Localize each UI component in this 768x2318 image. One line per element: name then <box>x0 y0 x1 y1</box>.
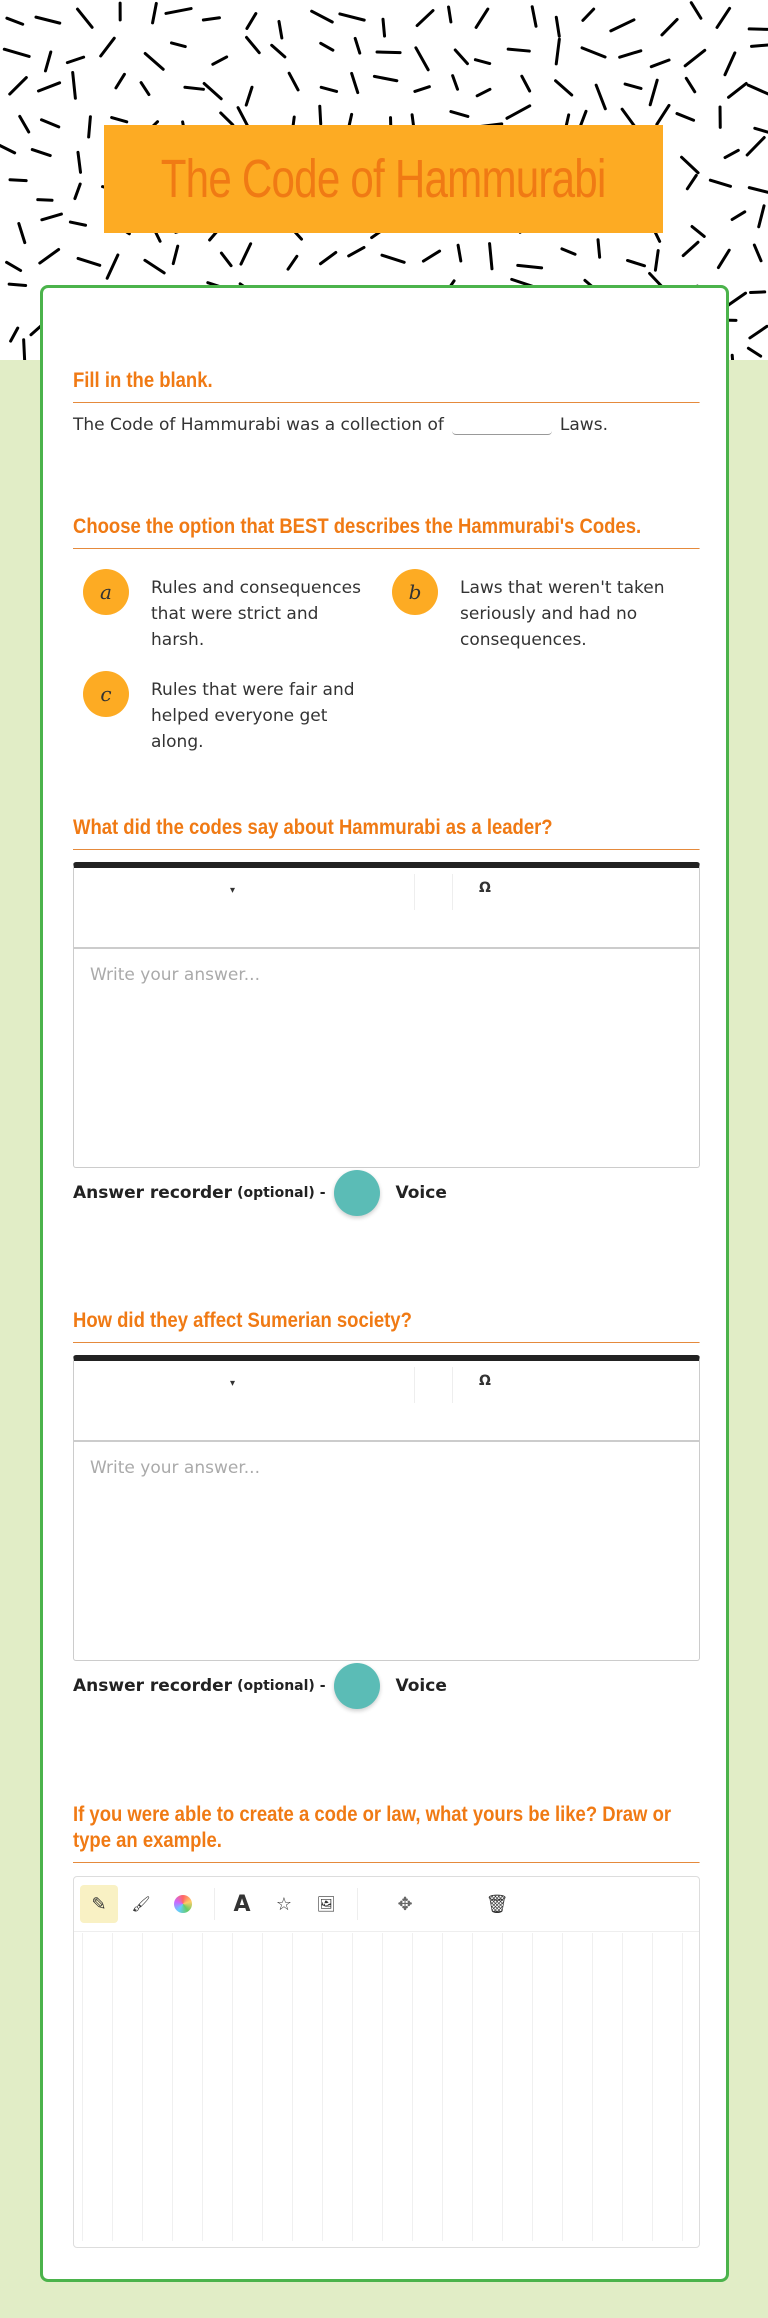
title-banner <box>104 125 663 233</box>
special-char-button[interactable]: Ω <box>479 880 491 896</box>
pattern-dash <box>221 113 233 125</box>
pattern-dash <box>320 106 321 124</box>
move-icon[interactable]: ✥ <box>397 1893 413 1915</box>
pattern-dash <box>203 18 219 20</box>
font-dropdown-caret-icon[interactable]: ▾ <box>230 1378 236 1389</box>
option-c[interactable] <box>83 671 373 755</box>
pattern-dash <box>204 84 221 99</box>
pattern-dash <box>423 251 439 261</box>
pattern-dash <box>107 255 118 278</box>
pattern-dash <box>272 45 285 57</box>
pattern-dash <box>475 60 489 64</box>
pattern-dash <box>241 244 251 264</box>
pattern-dash <box>19 224 25 243</box>
pattern-dash <box>415 87 430 92</box>
question-heading: What did the codes say about Hammurabi as a leader? <box>73 815 700 850</box>
record-button[interactable] <box>334 1663 380 1709</box>
pattern-dash <box>247 14 256 29</box>
color-wheel-icon[interactable] <box>164 1885 202 1923</box>
pattern-dash <box>754 245 761 261</box>
pattern-dash <box>145 260 164 273</box>
answer-textarea[interactable]: Write your answer... <box>90 965 260 985</box>
question-heading: If you were able to create a code or law, what yours be like? Draw or type an example. <box>73 1802 700 1863</box>
pattern-dash <box>7 18 23 24</box>
pattern-dash <box>173 246 177 264</box>
worksheet-card <box>40 285 729 2282</box>
option-b[interactable] <box>392 569 682 653</box>
pattern-dash <box>42 214 62 220</box>
pattern-dash <box>38 200 52 201</box>
question-heading: How did they affect Sumerian society? <box>73 1308 700 1343</box>
option-text: Rules and consequences that were strict and harsh. <box>151 578 361 650</box>
page-title: The Code of Hammurabi <box>161 149 606 209</box>
option-letter: b <box>392 569 438 615</box>
pattern-dash <box>145 53 163 69</box>
answer-recorder <box>73 1663 447 1709</box>
drawing-grid[interactable] <box>82 1933 691 2241</box>
pattern-dash <box>751 292 765 293</box>
question-heading: Fill in the blank. <box>73 368 700 403</box>
pattern-dash <box>453 76 458 90</box>
pattern-dash <box>747 138 764 155</box>
pattern-dash <box>247 37 260 52</box>
voice-label: Voice <box>395 1676 447 1696</box>
pattern-dash <box>729 83 747 97</box>
pattern-dash <box>38 83 59 91</box>
pattern-dash <box>73 73 76 99</box>
pattern-dash <box>718 250 729 267</box>
pattern-dash <box>340 14 364 20</box>
pattern-dash <box>449 7 451 22</box>
pattern-dash <box>717 8 730 27</box>
pattern-dash <box>288 256 297 269</box>
option-letter: a <box>83 569 129 615</box>
pencil-icon[interactable]: ✎ <box>80 1885 118 1923</box>
trash-icon[interactable]: 🗑 <box>485 1893 509 1915</box>
pattern-dash <box>70 222 85 225</box>
star-icon[interactable]: ☆ <box>275 1893 293 1915</box>
pattern-dash <box>77 9 92 27</box>
option-a[interactable] <box>83 569 373 653</box>
pattern-dash <box>321 87 336 91</box>
pattern-dash <box>320 252 335 263</box>
blank-input[interactable] <box>452 417 552 435</box>
pattern-dash <box>24 340 25 360</box>
question-drawing <box>73 1802 700 1917</box>
pattern-dash <box>581 111 586 125</box>
pattern-dash <box>75 184 80 199</box>
pattern-dash <box>11 328 18 341</box>
pattern-dash <box>458 245 461 261</box>
pattern-dash <box>490 244 492 269</box>
pattern-dash <box>749 188 768 193</box>
pattern-dash <box>759 206 764 227</box>
pattern-dash <box>246 87 252 105</box>
question-society <box>73 1308 700 1696</box>
pattern-dash <box>41 120 58 127</box>
sentence-end: Laws. <box>559 415 608 435</box>
rich-text-editor <box>73 862 700 1168</box>
pattern-dash <box>677 114 694 121</box>
pattern-dash <box>417 11 433 26</box>
pattern-dash <box>556 81 572 95</box>
question-heading: Choose the option that BEST describes the Hammurabi's Codes. <box>73 514 700 549</box>
pattern-dash <box>45 52 50 71</box>
pattern-dash <box>532 7 536 27</box>
drawing-canvas[interactable] <box>73 1876 700 2248</box>
pattern-dash <box>166 9 191 14</box>
pattern-dash <box>221 253 231 266</box>
option-text: Rules that were fair and helped everyone get along. <box>151 680 355 752</box>
pattern-dash <box>4 49 29 56</box>
pattern-dash <box>101 38 115 56</box>
pattern-dash <box>312 11 333 22</box>
pattern-dash <box>732 212 745 220</box>
pattern-dash <box>682 157 699 173</box>
pattern-dash <box>685 50 705 65</box>
pattern-dash <box>116 74 124 88</box>
font-dropdown-caret-icon[interactable]: ▾ <box>230 885 236 896</box>
pattern-dash <box>755 128 768 133</box>
pattern-dash <box>153 3 157 22</box>
question-leader <box>73 815 700 1203</box>
recorder-label: Answer recorder <box>73 1676 233 1696</box>
pattern-dash <box>171 43 185 47</box>
pattern-dash <box>625 84 641 88</box>
pattern-dash <box>655 251 658 271</box>
pattern-dash <box>355 38 360 53</box>
pattern-dash <box>141 83 149 95</box>
question-fill-blank <box>73 368 700 435</box>
pattern-dash <box>455 50 467 64</box>
recorder-optional: (optional) - <box>237 1678 326 1694</box>
pattern-dash <box>522 76 530 91</box>
pattern-dash <box>10 78 27 95</box>
pattern-dash <box>687 175 696 188</box>
pattern-dash <box>662 19 677 34</box>
record-button[interactable] <box>334 1170 380 1216</box>
pattern-dash <box>507 106 530 118</box>
pattern-dash <box>691 3 701 19</box>
pattern-dash <box>651 60 669 67</box>
pattern-dash <box>279 21 282 38</box>
pattern-dash <box>382 255 404 262</box>
pattern-dash <box>352 73 358 92</box>
pattern-dash <box>683 242 698 255</box>
pattern-dash <box>748 85 768 94</box>
pattern-dash <box>78 152 81 172</box>
pattern-dash <box>32 150 50 156</box>
voice-label: Voice <box>395 1183 447 1203</box>
pattern-dash <box>725 53 735 75</box>
question-multiple-choice <box>73 514 700 752</box>
answer-textarea[interactable]: Write your answer... <box>90 1458 260 1478</box>
pattern-dash <box>67 57 83 62</box>
pattern-dash <box>377 52 400 53</box>
pattern-dash <box>349 247 364 255</box>
pattern-dash <box>752 45 768 47</box>
pattern-dash <box>562 249 575 254</box>
pattern-dash <box>710 180 730 186</box>
option-text: Laws that weren't taken seriously and had no consequences. <box>460 578 665 650</box>
editor-toolbar <box>74 1361 699 1442</box>
pattern-dash <box>289 73 298 90</box>
pattern-dash <box>596 85 605 109</box>
pattern-dash <box>657 105 669 124</box>
pattern-dash <box>686 78 694 91</box>
pattern-dash <box>10 180 26 181</box>
pattern-dash <box>627 260 644 265</box>
pattern-dash <box>7 262 21 270</box>
recorder-optional: (optional) - <box>237 1185 326 1201</box>
recorder-label: Answer recorder <box>73 1183 233 1203</box>
pattern-dash <box>732 355 734 360</box>
option-letter: c <box>83 671 129 717</box>
image-icon[interactable]: 🖼 <box>316 1895 336 1913</box>
pattern-dash <box>508 49 529 51</box>
pattern-dash <box>374 76 396 80</box>
pattern-dash <box>89 117 91 137</box>
pattern-dash <box>36 17 60 23</box>
special-char-button[interactable]: Ω <box>479 1373 491 1389</box>
pattern-dash <box>451 112 468 117</box>
pattern-dash <box>518 265 542 268</box>
pattern-dash <box>416 48 428 70</box>
pattern-dash <box>112 118 127 122</box>
pattern-dash <box>477 89 490 95</box>
pattern-dash <box>556 39 559 64</box>
pattern-dash <box>9 284 25 285</box>
pattern-dash <box>321 43 333 50</box>
pattern-dash <box>476 9 488 27</box>
pattern-dash <box>78 258 100 265</box>
pattern-dash <box>650 80 657 105</box>
pattern-dash <box>383 19 385 36</box>
pattern-dash <box>40 250 59 264</box>
answer-recorder <box>73 1170 447 1216</box>
drawing-toolbar <box>74 1877 699 1932</box>
pattern-dash <box>692 227 704 237</box>
pattern-dash <box>750 326 767 338</box>
pattern-dash <box>598 240 600 257</box>
pattern-dash <box>748 348 760 356</box>
pattern-dash <box>611 20 634 31</box>
pattern-dash <box>213 57 227 64</box>
pattern-dash <box>185 87 204 89</box>
rich-text-editor <box>73 1355 700 1661</box>
pattern-dash <box>583 9 594 20</box>
pattern-dash <box>0 145 15 153</box>
pattern-dash <box>726 293 745 306</box>
pattern-dash <box>582 48 605 57</box>
pattern-dash <box>620 51 641 57</box>
pattern-dash <box>20 116 29 132</box>
sentence-start: The Code of Hammurabi was a collection of <box>73 415 444 435</box>
pattern-dash <box>725 150 738 157</box>
brush-icon[interactable]: 🖌 <box>131 1895 151 1913</box>
editor-toolbar <box>74 868 699 949</box>
pattern-dash <box>556 17 559 36</box>
text-tool-icon[interactable]: A <box>233 1891 251 1917</box>
